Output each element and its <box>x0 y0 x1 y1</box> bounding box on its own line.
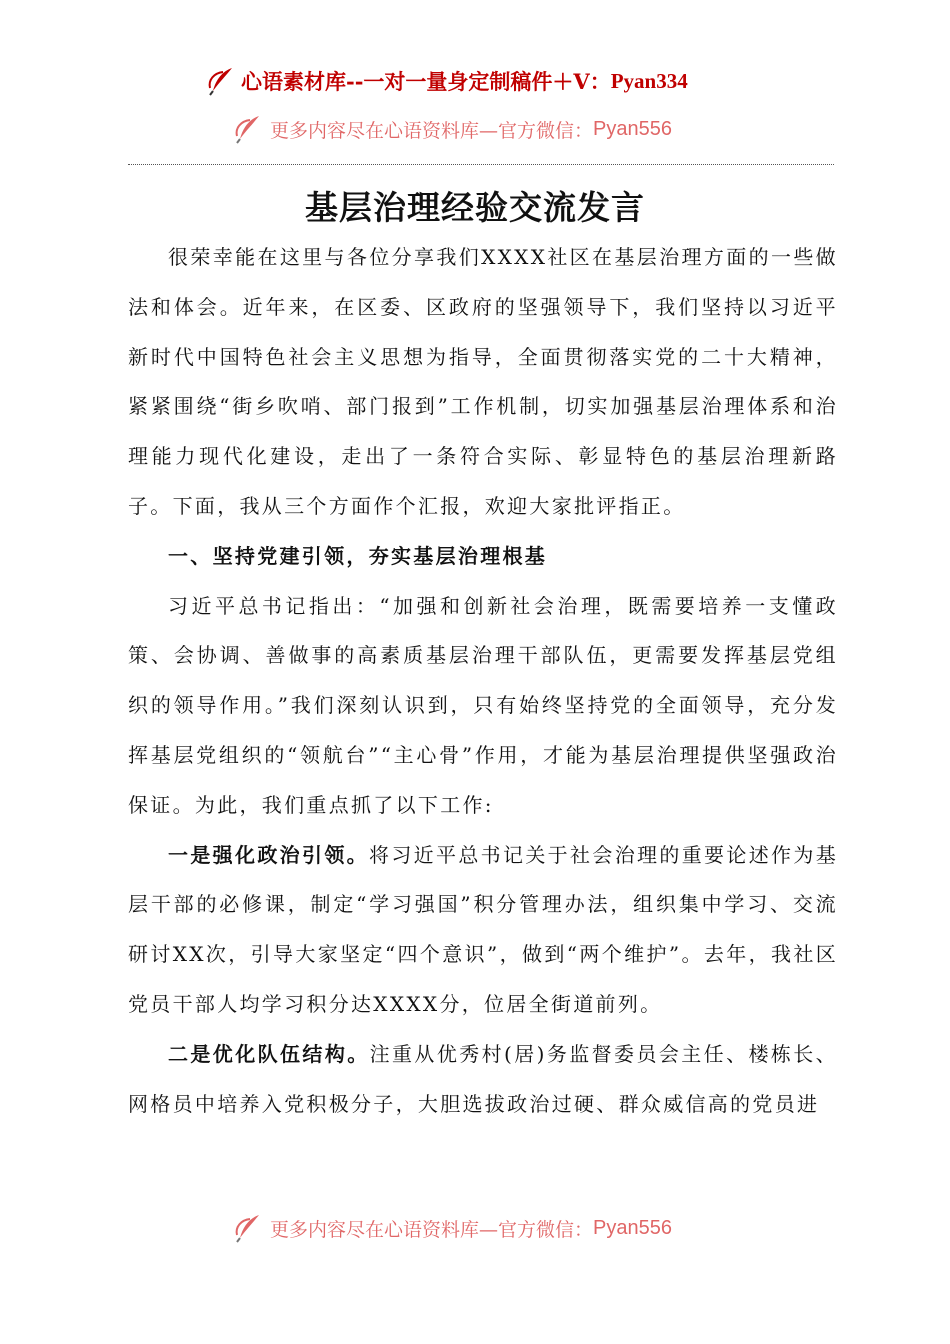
section-paragraph: 习近平总书记指出：“加强和创新社会治理，既需要培养一支懂政策、会协调、善做事的高素质基层治理干部队伍，更需要发挥基层党组织的领导作用。”我们深刻认识到，只有始终坚持党的全面领导，充分发挥基层党组织的“领航台”“主心骨”作用，才能为基层治理提供坚强政治保证。为此，我们重点抓了以下工作: <box>128 593 838 817</box>
quill-logo-icon <box>232 1211 266 1245</box>
section-heading: 一、坚持党建引领，夯实基层治理根基 <box>168 543 548 568</box>
watermark-text: 更多内容尽在心语资料库—官方微信： <box>270 119 594 142</box>
header-slogan: --一对一量身定制稿件＋V： <box>346 69 611 94</box>
header-divider <box>128 164 834 165</box>
header-banner <box>205 64 765 98</box>
quill-logo-icon <box>232 112 266 146</box>
header-contact-id: Pyan334 <box>610 68 688 93</box>
footer-watermark-id: Pyan556 <box>593 1216 672 1239</box>
point-paragraph <box>128 1030 838 1130</box>
quill-logo-icon <box>205 64 239 98</box>
header-watermark <box>232 112 732 146</box>
point-text: 注重从优秀村(居)务监督委员会主任、楼栋长、网格员中培养入党积极分子，大胆选拔政治过硬、群众威信高的党员进 <box>128 1041 838 1116</box>
document-title: 基层治理经验交流发言 <box>305 188 645 227</box>
point-text: 将习近平总书记关于社会治理的重要论述作为基层干部的必修课，制定“学习强国”积分管理办法，组织集中学习、交流研讨XX次，引导大家坚定“四个意识”，做到“两个维护”。去年，我社区党员干部人均学习积分达XXXX分，位居全街道前列。 <box>128 842 838 1016</box>
document-body <box>128 233 838 1129</box>
footer-watermark <box>232 1211 732 1245</box>
watermark-id: Pyan556 <box>593 117 672 140</box>
point-paragraph <box>128 831 838 1030</box>
point-lead: 一是强化政治引领。 <box>168 842 370 867</box>
intro-paragraph: 很荣幸能在这里与各位分享我们XXXX社区在基层治理方面的一些做法和体会。近年来，在区委、区政府的坚强领导下，我们坚持以习近平新时代中国特色社会主义思想为指导，全面贯彻落实党的二十大精神，紧紧围绕“街乡吹哨、部门报到”工作机制，切实加强基层治理体系和治理能力现代化建设，走出了一条符合实际、彰显特色的基层治理新路子。下面，我从三个方面作个汇报，欢迎大家批评指正。 <box>128 245 838 518</box>
brand-name: 心语素材库 <box>241 69 346 94</box>
footer-watermark-text: 更多内容尽在心语资料库—官方微信： <box>270 1218 594 1241</box>
point-lead: 二是优化队伍结构。 <box>168 1041 370 1066</box>
